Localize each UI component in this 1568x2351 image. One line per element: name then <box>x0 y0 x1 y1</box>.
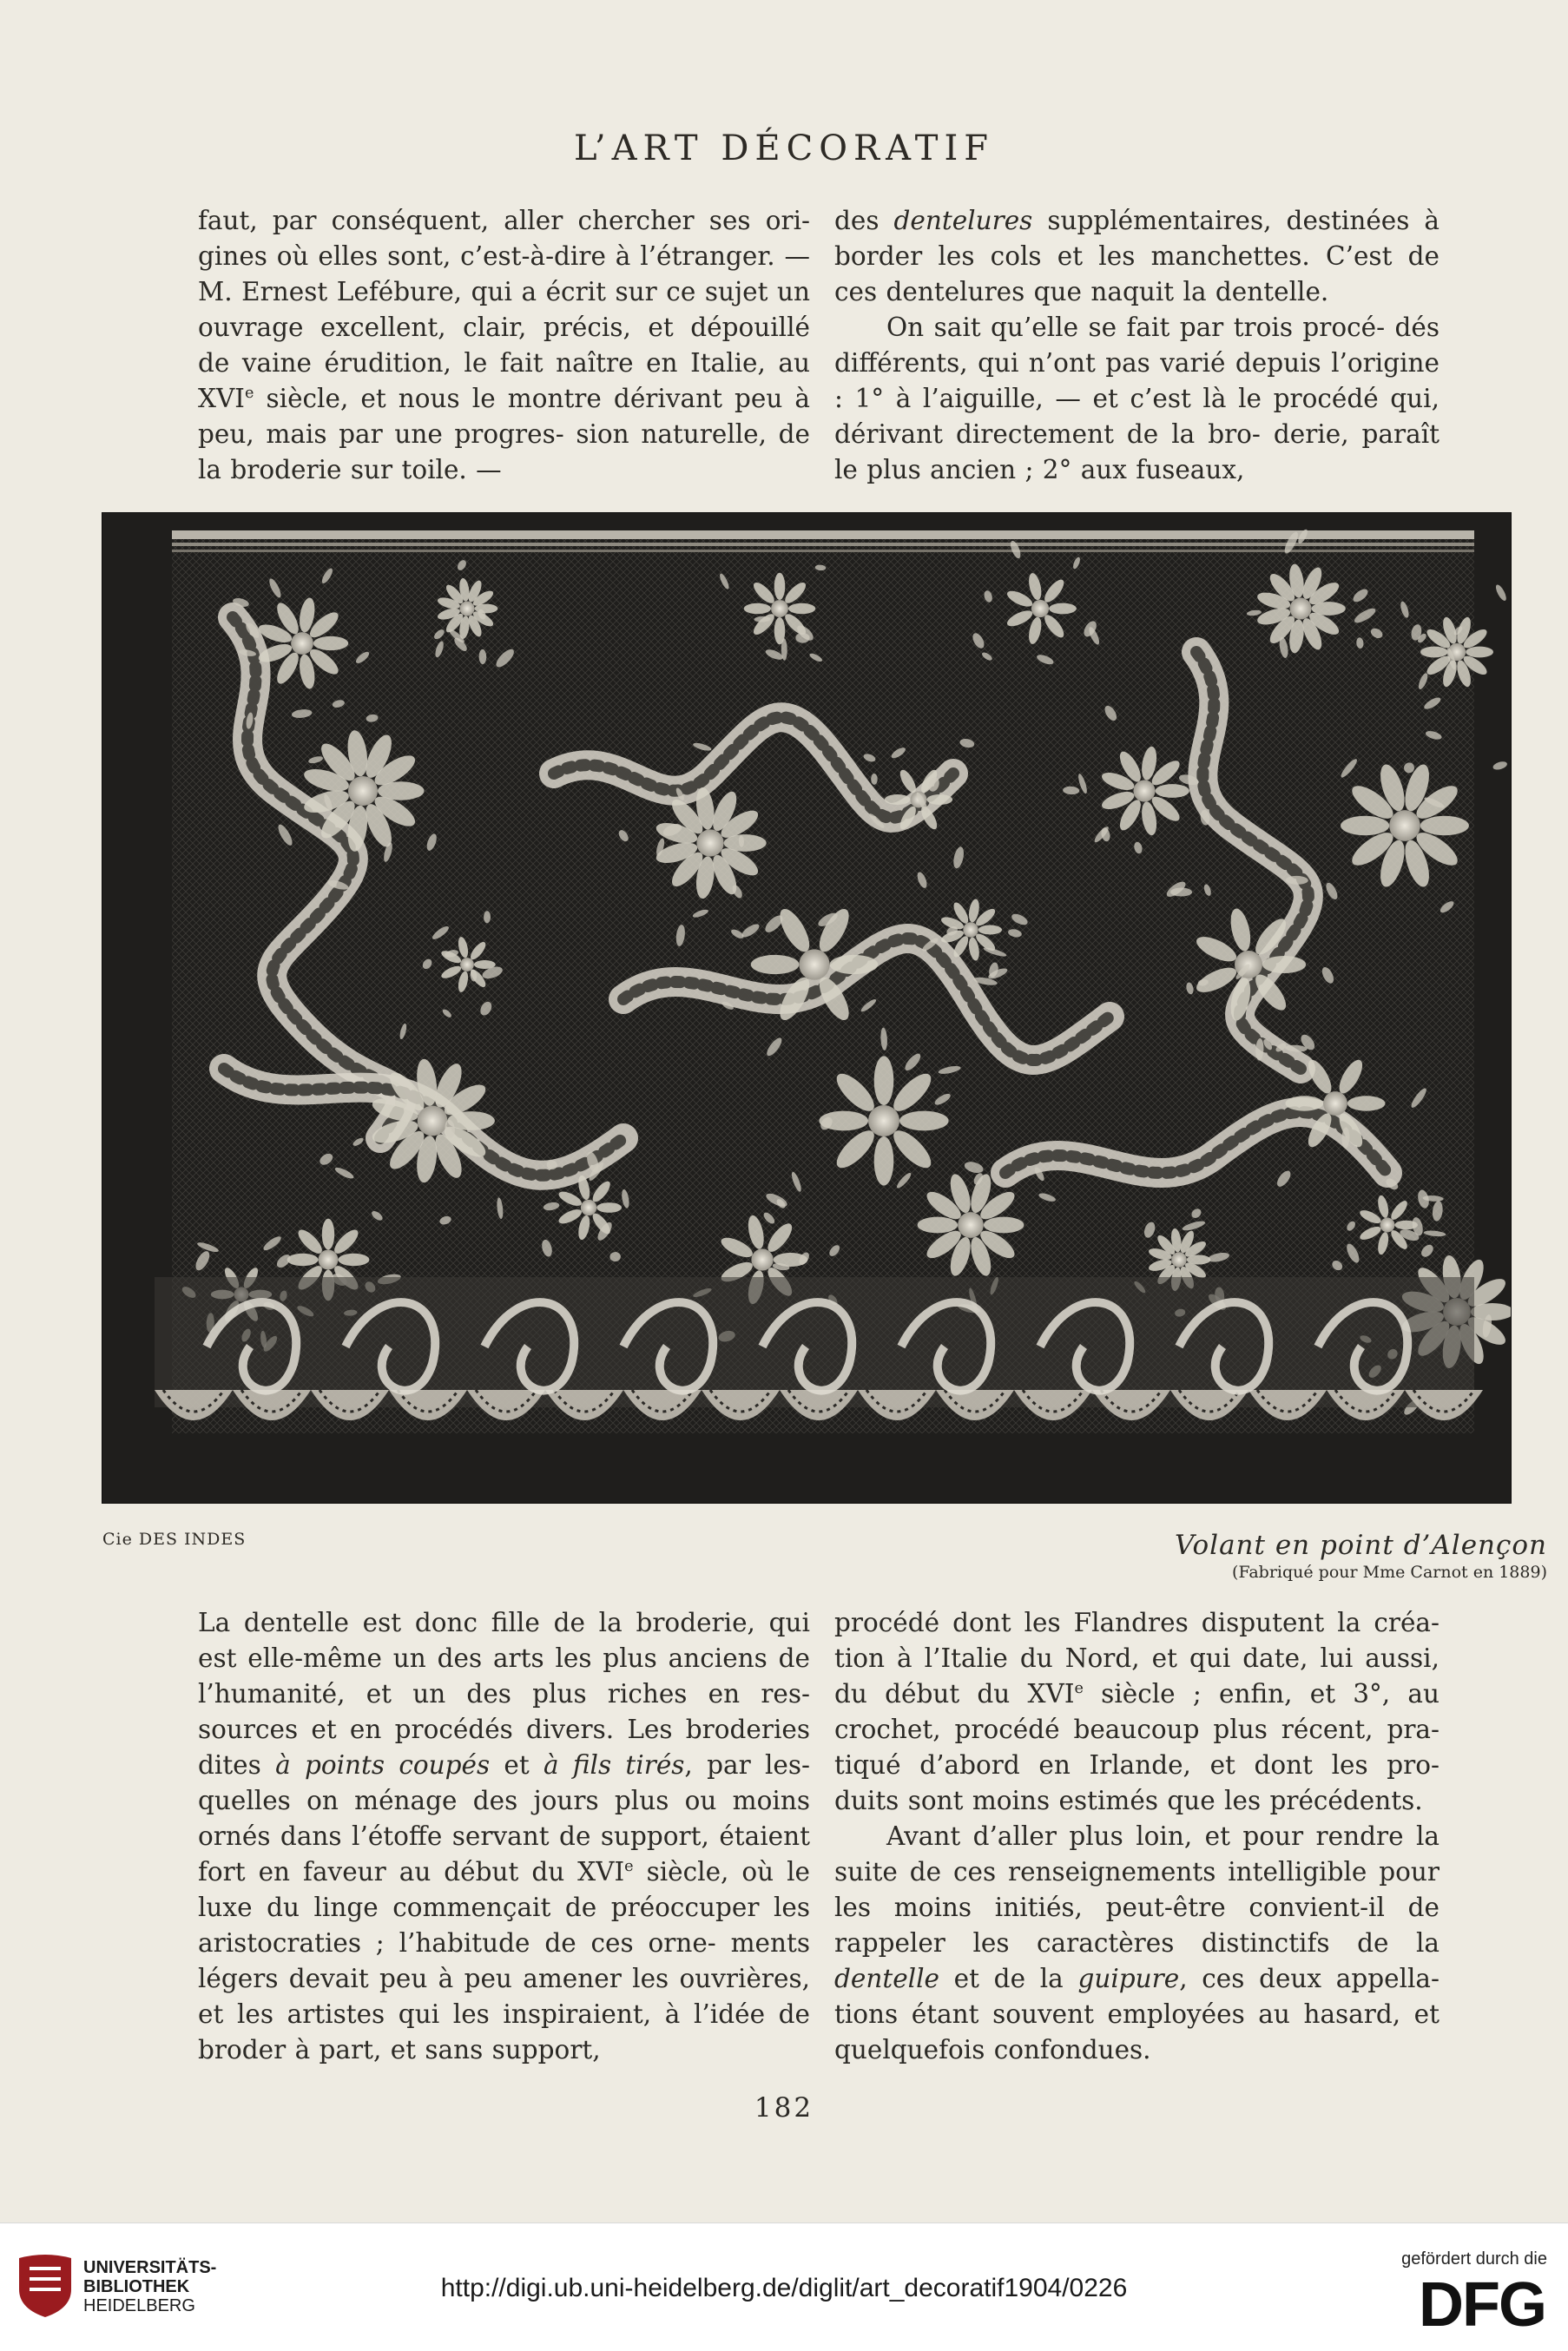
italic-term: à points coupés <box>275 1750 491 1780</box>
scalloped-border <box>155 1277 1483 1420</box>
lace-photograph <box>102 512 1512 1504</box>
text-run: procédé dont les Flandres disputent la créa- tion à l’Italie du Nord, et qui date, lui aussi, du début du XVI <box>834 1608 1440 1709</box>
italic-term: dentelures <box>893 206 1033 235</box>
library-name-line: UNIVERSITÄTS- <box>83 2258 217 2277</box>
text-column-bottom-left <box>198 1605 810 2068</box>
text-run: siècle, et nous le montre dérivant peu à peu, mais par une progres- sion naturelle, de la broderie sur toile. — <box>198 384 810 484</box>
funding-label: gefördert durch die <box>1401 2249 1547 2269</box>
caption-subtitle: (Fabriqué pour Mme Carnot en 1889) <box>1232 1563 1547 1582</box>
superscript: e <box>1074 1680 1084 1698</box>
lace-illustration <box>102 513 1511 1503</box>
dfg-logo: DFG <box>1419 2270 1545 2340</box>
photo-credit: Cie DES INDES <box>102 1530 247 1549</box>
running-head: L’ART DÉCORATIF <box>573 128 995 168</box>
text-run: et de la <box>939 1964 1078 1993</box>
text-run: et <box>490 1750 544 1780</box>
italic-term: guipure <box>1077 1964 1180 1993</box>
text-run: , par les- quelles on ménage des jours plus ou moins ornés dans l’étoffe servant de support, étaient fort en faveur au début du XVI <box>198 1750 810 1887</box>
permalink-url[interactable]: http://digi.ub.uni-heidelberg.de/diglit/art_decoratif1904/0226 <box>440 2274 1128 2302</box>
superscript: e <box>624 1858 634 1876</box>
text-run: siècle, où le luxe du linge commençait de préoccuper les aristocraties ; l’habitude de ces orne- ments légers devait peu à peu amener les ouvrières, et les artistes qui les inspiraient, à l’idée de broder à part, et sans support, <box>198 1857 810 2065</box>
text-column-bottom-right <box>834 1605 1440 2068</box>
text-column-top-left <box>198 203 810 488</box>
page-number: 182 <box>754 2092 814 2124</box>
text-run: La dentelle est donc fille de la broderie, qui est elle-même un des arts les plus anciens de l’humanité, et un des plus riches en res- sources et en procédés divers. Les broderies dites <box>198 1608 810 1780</box>
paragraph: On sait qu’elle se fait par trois procé- dés différents, qui n’ont pas varié depuis l’origine : 1° à l’aiguille, — et c’est là le procédé qui, dérivant directement de la bro- derie, paraît le plus ancien ; 2° aux fuseaux, <box>834 313 1440 484</box>
text-run: siècle ; enfin, et 3°, au crochet, procédé beaucoup plus récent, pra- tiqué d’abord en Irlande, et dont les pro- duits sont moins estimés que les précédents. <box>834 1679 1440 1815</box>
library-name-line: HEIDELBERG <box>83 2296 195 2315</box>
figure-caption <box>1175 1530 1547 1582</box>
text-run: des <box>834 206 894 235</box>
caption-title: Volant en point d’Alençon <box>1174 1530 1547 1561</box>
italic-term: à fils tirés <box>544 1750 685 1780</box>
text-run: faut, par conséquent, aller chercher ses ori- gines où elles sont, c’est-à-dire à l’étranger. — M. Ernest Lefébure, qui a écrit sur ce sujet un ouvrage excellent, clair, précis, et dépouillé de vaine érudition, le fait naître en Italie, au XVI <box>198 206 810 413</box>
viewer-footer <box>0 2223 1568 2351</box>
library-name-line: BIBLIOTHEK <box>83 2277 190 2296</box>
italic-term: dentelle <box>834 1964 939 1993</box>
text-column-top-right <box>834 203 1440 488</box>
text-run: supplémentaires, destinées à border les cols et les manchettes. C’est de ces dentelures que naquit la dentelle. <box>834 206 1440 306</box>
text-run: , ces deux appella- tions étant souvent employées au hasard, et quelquefois confondues. <box>834 1964 1440 2065</box>
text-run: Avant d’aller plus loin, et pour rendre la suite de ces renseignements intelligible pour les moins initiés, peut-être convient-il de rappeler les caractères distinctifs de la <box>834 1821 1440 1958</box>
superscript: e <box>244 385 254 403</box>
